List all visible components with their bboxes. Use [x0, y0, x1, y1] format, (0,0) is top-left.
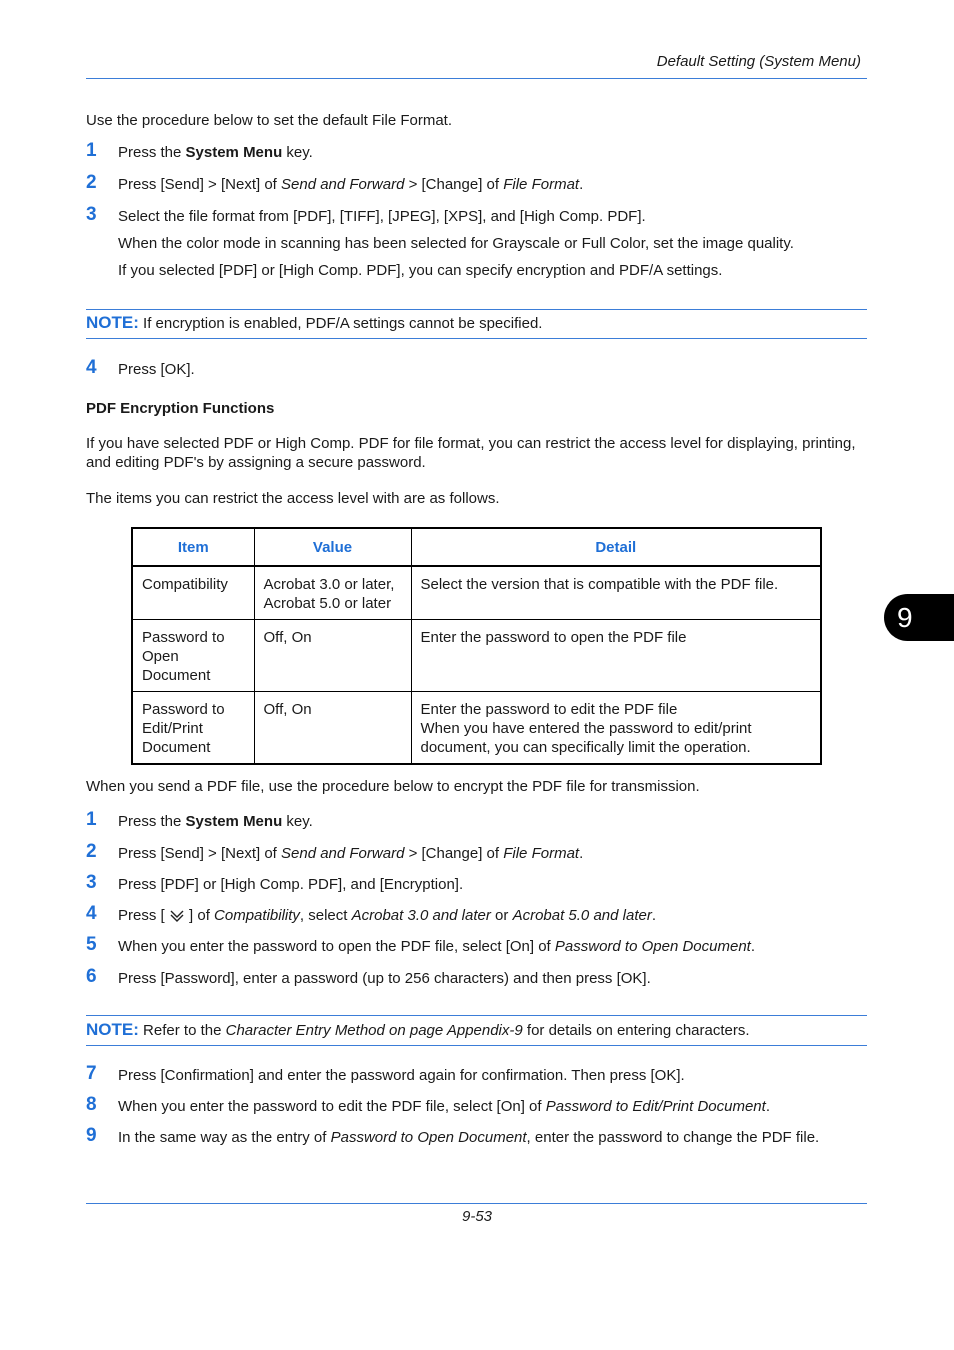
step-number: 6	[86, 966, 97, 987]
step-number: 7	[86, 1063, 97, 1084]
paragraph-1: If you have selected PDF or High Comp. PDF for file format, you can restrict the access level for displaying, printing, and editing PDF's by assigning a secure password.	[86, 435, 856, 471]
step-number: 4	[86, 357, 97, 378]
cell-item: Compatibility	[132, 566, 254, 620]
step-a2	[86, 172, 886, 198]
step-b3	[86, 872, 886, 898]
column-header: Value	[254, 528, 411, 566]
header-rule	[86, 78, 867, 79]
note-rule-top	[86, 309, 867, 310]
step-number: 2	[86, 172, 97, 193]
cell-value: Off, On	[254, 620, 411, 692]
step-b5	[86, 934, 886, 960]
step-text: Press [PDF] or [High Comp. PDF], and [Encryption].	[118, 876, 464, 893]
encryption-table	[131, 527, 822, 765]
note-2: NOTE: Refer to the Character Entry Method on page Appendix-9 for details on entering characters.	[86, 1020, 750, 1039]
step-text: Press [Confirmation] and enter the password again for confirmation. Then press [OK].	[118, 1067, 685, 1084]
step-b2	[86, 841, 886, 867]
step-number: 3	[86, 204, 97, 225]
step-text: Press the System Menu key.	[118, 144, 313, 161]
step-a1	[86, 140, 886, 166]
cell-detail: Enter the password to edit the PDF file When you have entered the password to edit/print document, you can specifically limit the operation.	[411, 692, 821, 765]
note-rule-top	[86, 1015, 867, 1016]
note-text: If encryption is enabled, PDF/A settings cannot be specified.	[138, 315, 543, 332]
step-text: Press [Send] > [Next] of Send and Forward > [Change] of File Format.	[118, 176, 584, 193]
cell-item: Password to Edit/Print Document	[132, 692, 254, 765]
note-label: NOTE:	[86, 1020, 139, 1039]
step-number: 9	[86, 1125, 97, 1146]
step-number: 2	[86, 841, 97, 862]
cell-value: Off, On	[254, 692, 411, 765]
chapter-tab: 9	[884, 594, 954, 641]
step-text: Press [OK].	[118, 361, 195, 378]
step-a3-subtext-1: When the color mode in scanning has been selected for Grayscale or Full Color, set the image quality.	[118, 235, 794, 252]
table-row	[132, 566, 821, 620]
cell-value: Acrobat 3.0 or later, Acrobat 5.0 or later	[254, 566, 411, 620]
step-text: When you enter the password to open the PDF file, select [On] of Password to Open Document.	[118, 938, 756, 955]
step-text: When you enter the password to edit the PDF file, select [On] of Password to Edit/Print Document.	[118, 1098, 770, 1115]
cell-item: Password to Open Document	[132, 620, 254, 692]
step-text: Press [ ] of Compatibility, select Acrobat 3.0 and later or Acrobat 5.0 and later.	[118, 907, 656, 927]
step-a3-subtext-2: If you selected [PDF] or [High Comp. PDF], you can specify encryption and PDF/A settings.	[118, 262, 723, 279]
step-text: Press [Password], enter a password (up to 256 characters) and then press [OK].	[118, 970, 651, 987]
step-c8	[86, 1094, 886, 1120]
intro-text: Use the procedure below to set the default File Format.	[86, 112, 453, 129]
paragraph-2: The items you can restrict the access level with are as follows.	[86, 490, 500, 507]
step-b6	[86, 966, 886, 992]
double-chevron-down-icon	[169, 909, 185, 927]
column-header: Item	[132, 528, 254, 566]
step-c7	[86, 1063, 886, 1089]
paragraph-3: When you send a PDF file, use the procedure below to encrypt the PDF file for transmission.	[86, 778, 700, 795]
step-b4	[86, 903, 886, 929]
step-number: 1	[86, 809, 97, 830]
note-rule-bottom	[86, 1045, 867, 1046]
step-text: Press the System Menu key.	[118, 813, 313, 830]
step-number: 4	[86, 903, 97, 924]
step-number: 8	[86, 1094, 97, 1115]
section-heading: PDF Encryption Functions	[86, 400, 275, 417]
note-label: NOTE:	[86, 313, 139, 332]
table-header-row	[132, 528, 821, 566]
page-number: 9-53	[461, 1208, 493, 1225]
step-text: In the same way as the entry of Password to Open Document, enter the password to change the PDF file.	[118, 1129, 820, 1146]
step-text: Press [Send] > [Next] of Send and Forward > [Change] of File Format.	[118, 845, 584, 862]
footer-rule	[86, 1203, 867, 1204]
step-number: 3	[86, 872, 97, 893]
note-rule-bottom	[86, 338, 867, 339]
step-text: Select the file format from [PDF], [TIFF], [JPEG], [XPS], and [High Comp. PDF].	[118, 208, 646, 225]
column-header: Detail	[411, 528, 821, 566]
note-1	[86, 313, 542, 333]
cell-detail: Select the version that is compatible with the PDF file.	[411, 566, 821, 620]
step-number: 1	[86, 140, 97, 161]
step-c9	[86, 1125, 886, 1151]
table-row	[132, 620, 821, 692]
step-number: 5	[86, 934, 97, 955]
table-row	[132, 692, 821, 765]
step-a3	[86, 204, 886, 230]
step-a4	[86, 357, 886, 383]
running-header: Default Setting (System Menu)	[656, 53, 861, 70]
step-b1	[86, 809, 886, 835]
cell-detail: Enter the password to open the PDF file	[411, 620, 821, 692]
